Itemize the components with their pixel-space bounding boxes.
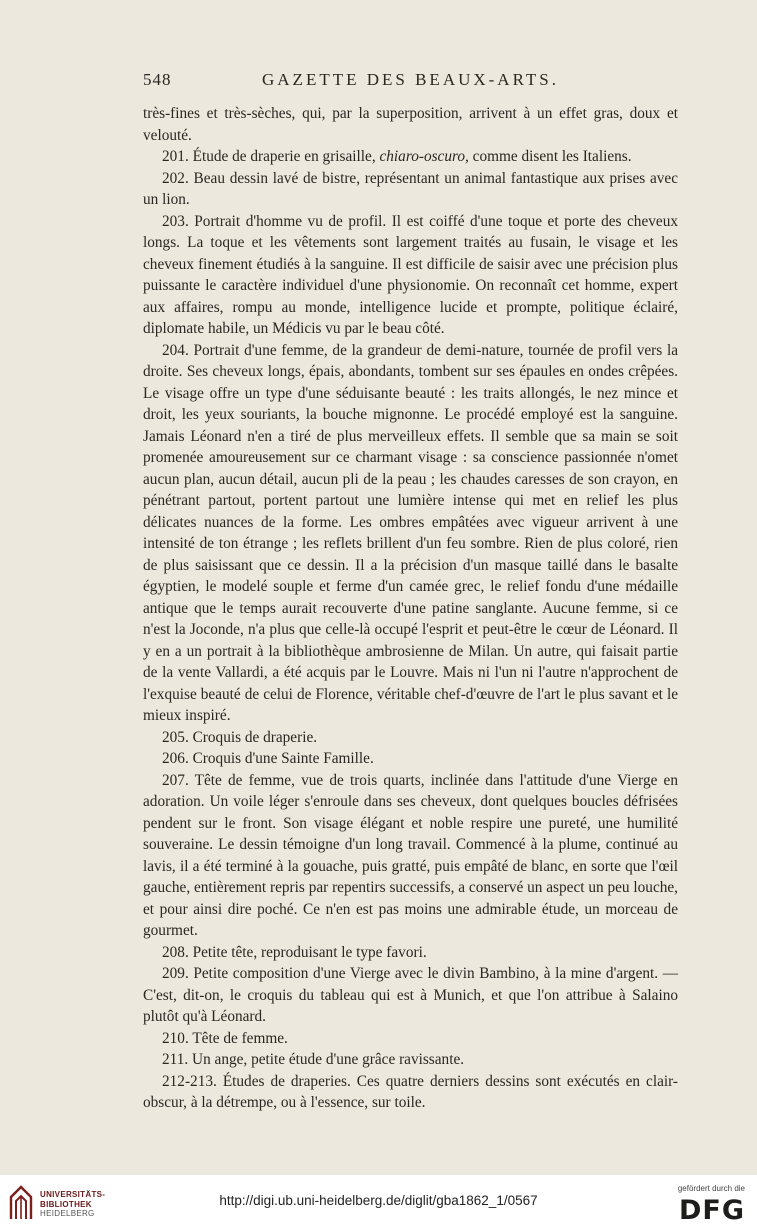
catalog-entry-201 <box>143 146 678 168</box>
library-name-line: BIBLIOTHEK <box>40 1199 92 1209</box>
journal-title: GAZETTE DES BEAUX-ARTS. <box>262 70 559 89</box>
entry-italic-term: chiaro-oscuro, <box>379 148 469 165</box>
paragraph-continuation: très-fines et très-sèches, qui, par la superposition, arrivent à un effet gras, doux et velouté. <box>143 105 678 144</box>
library-name-line: UNIVERSITÄTS- <box>40 1190 106 1199</box>
catalog-entry-206: 206. Croquis d'une Sainte Famille. <box>162 750 374 767</box>
catalog-entry-208: 208. Petite tête, reproduisant le type favori. <box>162 943 427 961</box>
running-header <box>143 70 678 94</box>
entry-text: 201. Étude de draperie en grisaille, <box>162 148 380 165</box>
catalog-entry-202: 202. Beau dessin lavé de bistre, représentant un animal fantastique aux prises avec un lion. <box>143 169 678 208</box>
library-name-line: HEIDELBERG <box>40 1209 95 1218</box>
catalog-entry-210: 210. Tête de femme. <box>162 1029 288 1047</box>
catalog-entry-207: 207. Tête de femme, vue de trois quarts, inclinée dans l'attitude d'une Vierge en adoration. Un voile léger s'enroule dans ses cheveux, dont quelques boucles défrisées pendent sur le front. Son visage élégant et noble respire une pureté, une humilité souveraine. Le dessin témoigne d'un long travail. Commencé à la plume, continué au lavis, il a été terminé à la gouache, puis gratté, puis empâté de blanc, en sorte que l'œil gauche, entièrement repris par repentirs successifs, a conservé un aspect un peu louche, et pour ainsi dire poché. Ce n'en est pas moins une admirable étude, un morceau de gourmet. <box>143 771 678 939</box>
permalink-url[interactable]: http://digi.ub.uni-heidelberg.de/diglit/gba1862_1/0567 <box>219 1193 538 1208</box>
body-text <box>143 103 678 1114</box>
funder-caption: gefördert durch die <box>677 1184 745 1193</box>
entry-text: comme disent les Italiens. <box>468 148 632 165</box>
dfg-logo: DFG <box>678 1195 745 1226</box>
digital-library-footer <box>0 1175 757 1232</box>
catalog-entry-209: 209. Petite composition d'une Vierge avec le divin Bambino, à la mine d'argent. — C'est, dit-on, le croquis du tableau qui est à Munich, et que l'on attribue à Salaino plutôt qu'à Léonard. <box>143 965 678 1025</box>
page-number: 548 <box>143 70 172 89</box>
catalog-entry-204: 204. Portrait d'une femme, de la grandeur de demi-nature, tournée de profil vers la droite. Ses cheveux longs, épais, abondants, tombent sur ses épaules en ondes crêpées. Le visage offre un type d'une séduisante beauté : les traits allongés, le nez mince et droit, les yeux souriants, la bouche mignonne. Le procédé employé est la sanguine. Jamais Léonard n'en a tiré de plus merveilleux effets. Il semble que sa main se soit promenée amoureusement sur ce charmant visage : sa conscience passionnée n'omet aucun plan, aucun détail, aucun pli de la peau ; les chaudes caresses de son crayon, en pénétrant partout, portent partout une lumière intense qui met en relief les plus délicates nuances de la forme. Les ombres empâtées avec vigueur arrivent à une intensité de ton étrange ; les reflets brillent d'un feu sombre. Rien de plus coloré, rien de plus saisissant que ce dessin. Il a la précision d'un masque taillé dans le basalte égyptien, le modelé souple et ferme d'un camée grec, le relief fondu d'une médaille antique que le temps aurait recouverte d'une patine sanglante. Aucune femme, si ce n'est la Joconde, n'a plus que celle-là occupé l'esprit et peut-être le cœur de Léonard. Il y en a un portrait à la bibliothèque ambrosienne de Milan. Un autre, qui faisait partie de la vente Vallardi, a été acquis par le Louvre. Mais ni l'un ni l'autre n'approchent de l'exquise beauté de celui de Florence, véritable chef-d'œuvre de l'art le plus savant et le mieux inspiré. <box>143 341 678 724</box>
catalog-entry-212-213: 212-213. Études de draperies. Ces quatre derniers dessins sont exécutés en clair-obscur, à la détrempe, ou à l'essence, sur toile. <box>143 1072 678 1111</box>
catalog-entry-203: 203. Portrait d'homme vu de profil. Il est coiffé d'une toque et porte des cheveux longs. La toque et les vêtements sont largement traités au fusain, le visage et les cheveux finement étudiés à la sanguine. Il est difficile de saisir avec une précision plus puissante le caractère individuel d'une physionomie. On reconnaît cet homme, expert aux affaires, rompu au monde, intelligence lucide et prompte, politique éclairé, diplomate habile, un Médicis vu par le beau côté. <box>143 212 678 337</box>
catalog-entry-211: 211. Un ange, petite étude d'une grâce ravissante. <box>162 1051 465 1068</box>
catalog-entry-205: 205. Croquis de draperie. <box>162 728 318 746</box>
